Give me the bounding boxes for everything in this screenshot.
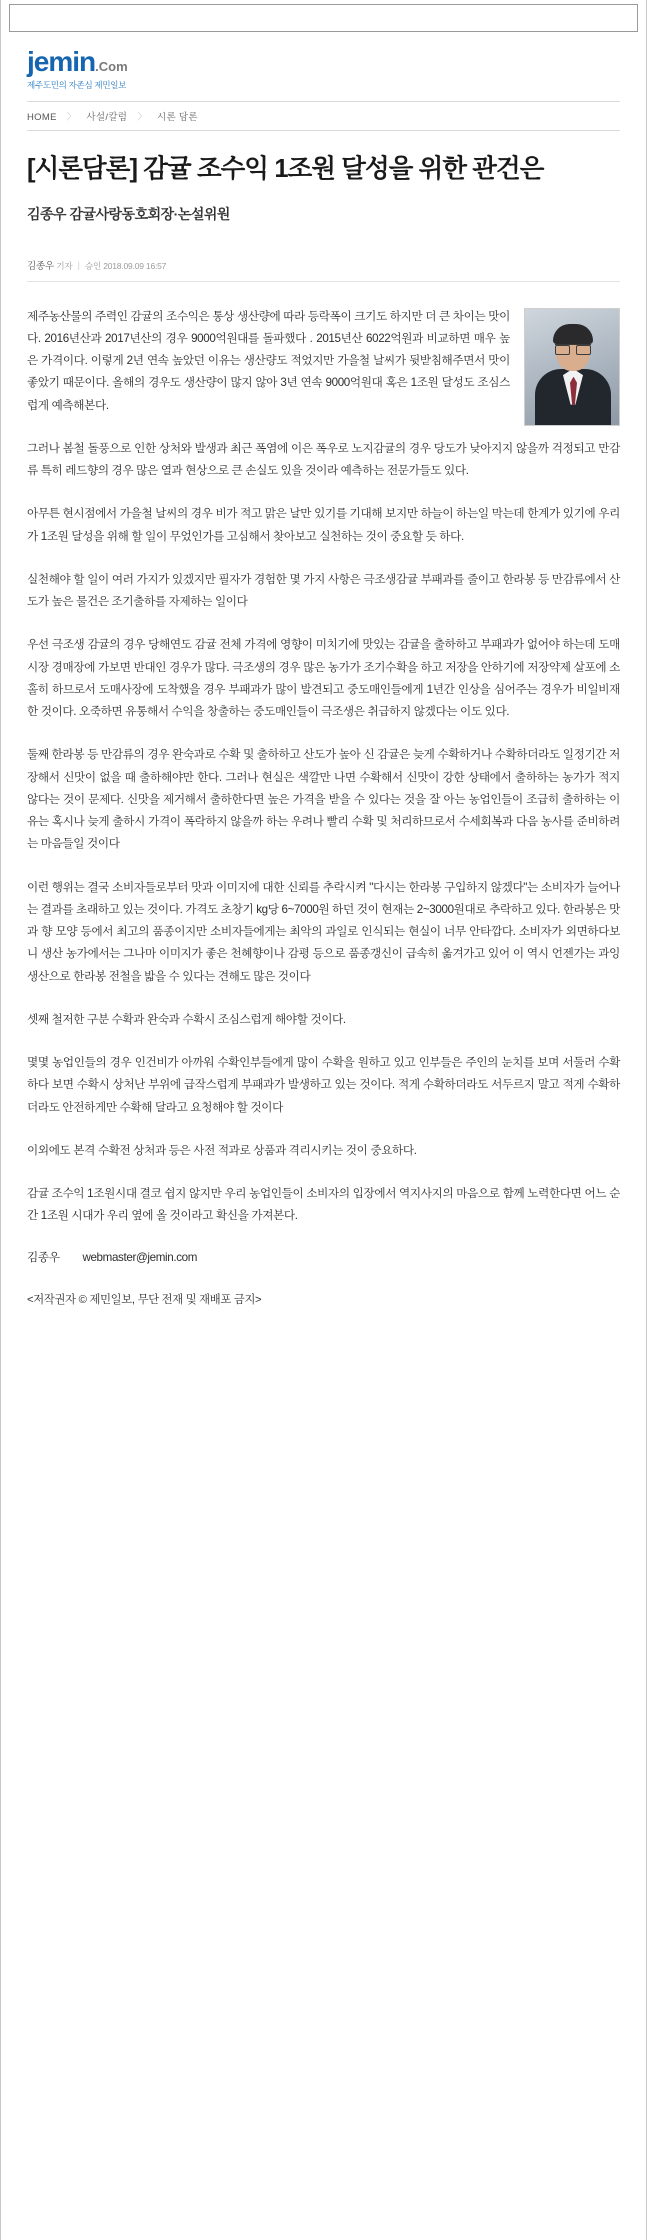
content-wrapper: [1, 32, 646, 1307]
breadcrumb-item-subsection[interactable]: 시론 담론: [157, 112, 198, 123]
article-paragraph: 제주농산물의 주력인 감귤의 조수익은 통상 생산량에 따라 등락폭이 크기도 하지만 더 큰 차이는 맛이다. 2016년산과 2017년산의 경우 9000억원대를 돌파했다 . 2015년산 6022억원과 비교하면 매우 높은 가격이다. 이렇게 2년 연속 높았던 이유는 생산량도 적었지만 가을철 날씨가 뒷받침해주면서 맛이 좋았기 때문이다. 올해의 경우도 생산량이 많지 않아 3년 연속 9000억원대 혹은 1조원 달성도 조심스럽게 예측해본다.: [27, 309, 510, 412]
author-portrait-image: [524, 308, 620, 426]
site-logo[interactable]: [27, 32, 620, 101]
copyright-notice: <저작권자 © 제민일보, 무단 전재 및 재배포 금지>: [27, 1293, 262, 1306]
logo-suffix: .Com: [95, 59, 128, 74]
article-paragraph: 우선 극조생 감귤의 경우 당해연도 감귤 전체 가격에 영향이 미치기에 맛있는 감귤을 출하하고 부패과가 없어야 하는데 도매시장 경매장에 가보면 반대인 경우가 많다. 극조생의 경우 많은 농가가 조기수확을 하고 저장을 안하기에 저장약제 살포에 소홀히 하므로서 도매사장에 도착했을 경우 부패과가 많이 발견되고 중도매인들에게 1년간 인상을 심어주는 경우가 비일비재 한 것이다. 오죽하면 유통해서 수익을 창출하는 중도매인들이 극조생은 취급하지 않겠다는 이도 있다.: [27, 638, 620, 719]
portrait-glasses: [555, 344, 591, 353]
breadcrumb-item-home[interactable]: HOME: [27, 112, 57, 123]
signature-email[interactable]: webmaster@jemin.com: [82, 1250, 198, 1264]
byline: [27, 258, 620, 282]
article-paragraph: 감귤 조수익 1조원시대 결코 쉽지 않지만 우리 농업인들이 소비자의 입장에서 역지사지의 마음으로 함께 노력한다면 어느 순간 1조원 시대가 우리 옆에 올 것이라고 확신을 가져본다.: [27, 1187, 620, 1223]
breadcrumb: [27, 101, 620, 131]
byline-meta: 기자 ｜ 승인 2018.09.09 16:57: [56, 260, 167, 271]
signature-name: 김종우: [27, 1250, 60, 1264]
logo-text: jemin: [27, 46, 96, 77]
logo-tagline: 제주도민의 자존심 제민일보: [27, 80, 127, 90]
logo-wordmark: [27, 48, 128, 76]
article-subhead: 김종우 감귤사랑동호회장·논설위원: [27, 205, 230, 222]
article-paragraph: 둘째 한라봉 등 만감류의 경우 완숙과로 수확 및 출하하고 산도가 높아 신 감귤은 늦게 수확하거나 수확하더라도 일정기간 저장해서 신맛이 없을 때 출하해야만 한다. 그러나 현실은 색깔만 나면 수확해서 신맛이 강한 상태에서 출하하는 농가가 적지 않다는 것이 문제다. 신맛을 제거해서 출하한다면 높은 가격을 받을 수 있다는 것을 잘 아는 농업인들이 조급히 출하하는 이유는 혹시나 늦게 출하시 가격이 폭락하지 않을까 하는 우려나 빨리 수확 및 처리하므로서 수세회복과 다음 농사를 준비하려는 마음들일 것이다: [27, 748, 621, 851]
page-title: [시론담론] 감귤 조수익 1조원 달성을 위한 관건은: [27, 155, 544, 183]
article-paragraph: 그러나 봄철 돌풍으로 인한 상처와 발생과 최근 폭염에 이은 폭우로 노지감귤의 경우 당도가 낮아지지 않을까 걱정되고 만감류 특히 레드향의 경우 많은 열과 현상으로 큰 손실도 있을 것이라 예측하는 전문가들도 있다.: [27, 441, 620, 478]
browser-toolbar-placeholder: [9, 4, 638, 32]
article-paragraph: 아무튼 현시점에서 가을철 날씨의 경우 비가 적고 맑은 날만 있기를 기대해 보지만 하늘이 하는일 막는데 한계가 있기에 우리가 1조원 달성을 위해 할 일이 무었인가를 고심해서 찾아보고 실천하는 것이 중요할 듯 하다.: [27, 507, 620, 543]
article-paragraph: 이런 행위는 결국 소비자들로부터 맛과 이미지에 대한 신뢰를 추락시켜 "다시는 한라봉 구입하지 않겠다"는 소비자가 늘어나는 결과를 초래하고 있는 것이다. 가격도 초창기 kg당 6~7000원 하던 것이 현재는 2~3000원대로 추락하고 있다. 한라봉은 맛과 향 모양 등에서 최고의 품종이지만 소비자들에게는 최악의 과일로 인식되는 현실이 너무 안타깝다. 소비자가 외면하다보니 생산 농가에서는 그나마 이미지가 좋은 천혜향이나 감평 등으로 품종갱신이 급속히 옮겨가고 있어 이 역시 언젠가는 과잉 생산으로 한라봉 전철을 밟을 수 있다는 견해도 많은 것이다: [27, 880, 620, 983]
article-signature: [27, 1249, 620, 1265]
article-paragraph: 셋째 철저한 구분 수확과 완숙과 수확시 조심스럽게 해야할 것이다.: [27, 1012, 346, 1026]
byline-author: 김종우: [27, 260, 54, 272]
article-body: [27, 282, 620, 1307]
article-paragraph: 이외에도 본격 수확전 상처과 등은 사전 적과로 상품과 격리시키는 것이 중요하다.: [27, 1143, 417, 1157]
breadcrumb-separator-icon-2: 〉: [137, 112, 148, 123]
article-paragraph: 실천해야 할 일이 여러 가지가 있겠지만 필자가 경험한 몇 가지 사항은 극조생감귤 부패과를 줄이고 한라봉 등 만감류에서 산도가 높은 물건은 조기출하를 자제하는 일이다: [27, 572, 620, 609]
breadcrumb-separator-icon: 〉: [66, 112, 77, 123]
article-paragraph: 몇몇 농업인들의 경우 인건비가 아까워 수확인부들에게 많이 수확을 원하고 있고 인부들은 주인의 눈치를 보며 서둘러 수확하다 보면 수확시 상처난 부위에 급작스럽게 부패과가 발생하고 있는 것이다. 적게 수확하더라도 서두르지 말고 적게 수확하더라도 안전하게만 수확해 달라고 요청해야 할 것이다: [27, 1056, 620, 1114]
breadcrumb-item-section[interactable]: 사설/칼럼: [86, 112, 128, 123]
